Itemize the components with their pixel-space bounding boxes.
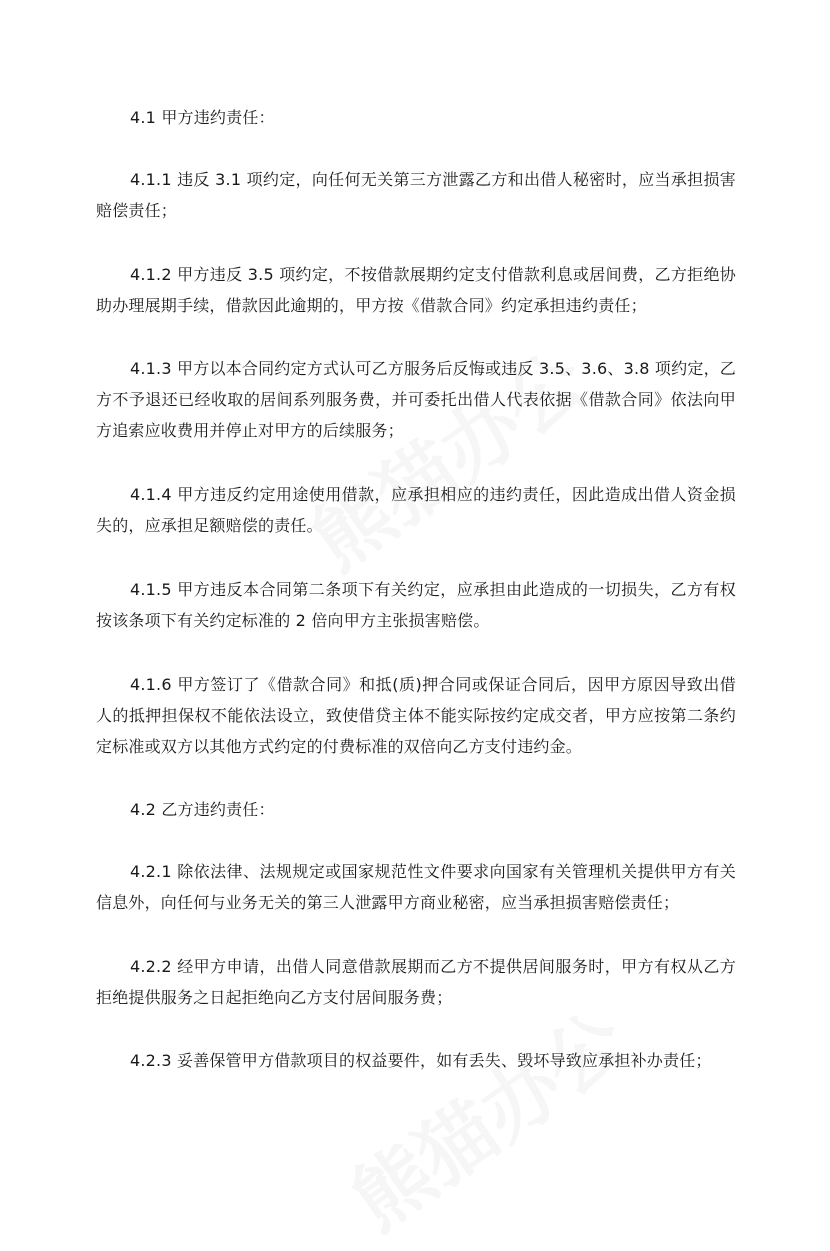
clause-4-2-1: 4.2.1 除依法律、法规规定或国家规范性文件要求向国家有关管理机关提供甲方有关信息外，向任何与业务无关的第三人泄露甲方商业秘密，应当承担损害赔偿责任； [96,862,736,912]
clause-4-1-1: 4.1.1 违反 3.1 项约定，向任何无关第三方泄露乙方和出借人秘密时，应当承担损害赔偿责任； [96,170,736,220]
watermark [326,981,646,1251]
clause-4-1-4: 4.1.4 甲方违反约定用途使用借款，应承担相应的违约责任，因此造成出借人资金损失的，应承担足额赔偿的责任。 [96,485,736,535]
clause-4-1-6: 4.1.6 甲方签订了《借款合同》和抵(质)押合同或保证合同后，因甲方原因导致出借人的抵押担保权不能依法设立，致使借贷主体不能实际按约定成交者，甲方应按第二条约定标准或双方以其他方式约定的付费标准的双倍向乙方支付违约金。 [96,675,736,756]
clause-4-2-3: 4.2.3 妥善保管甲方借款项目的权益要件，如有丢失、毁坏导致应承担补办责任； [130,1051,712,1070]
clause-4-1-2: 4.1.2 甲方违反 3.5 项约定，不按借款展期约定支付借款利息或居间费，乙方拒绝协助办理展期手续，借款因此逾期的，甲方按《借款合同》约定承担违约责任； [96,265,736,315]
section-heading-4-1: 4.1 甲方违约责任： [130,108,275,127]
clause-4-2-2: 4.2.2 经甲方申请，出借人同意借款展期而乙方不提供居间服务时，甲方有权从乙方拒绝提供服务之日起拒绝向乙方支付居间服务费； [96,957,736,1007]
clause-4-1-3: 4.1.3 甲方以本合同约定方式认可乙方服务后反悔或违反 3.5、3.6、3.8 项约定，乙方不予退还已经收取的居间系列服务费，并可委托出借人代表依据《借款合同》依法向甲方追索应收费用并停止对甲方的后续服务； [96,359,736,440]
clause-4-1-5: 4.1.5 甲方违反本合同第二条项下有关约定，应承担由此造成的一切损失，乙方有权按该条项下有关约定标准的 2 倍向甲方主张损害赔偿。 [96,580,736,630]
section-heading-4-2: 4.2 乙方违约责任： [130,800,275,819]
